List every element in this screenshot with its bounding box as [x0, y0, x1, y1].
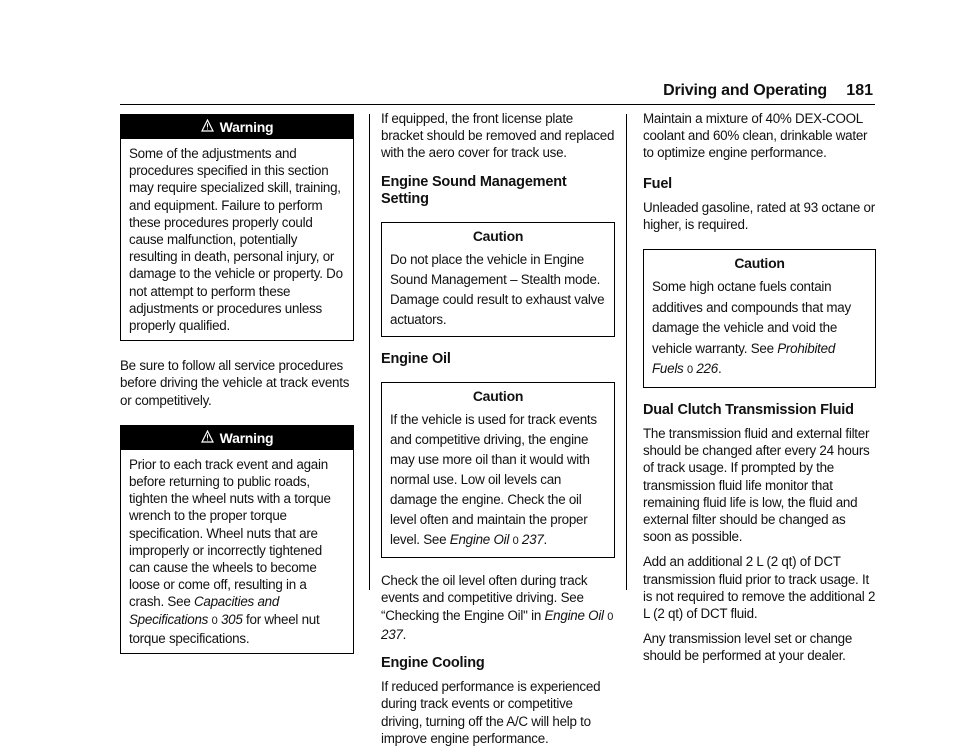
caution-box: [381, 222, 615, 337]
paragraph: [381, 572, 615, 643]
warning-text: Some of the adjustments and procedures specified in this section may require specialized skill, training, and equipment. Failure to perform these procedures properly could cause malfunction, potentially resulting in death, personal injury, or damage to the vehicle or property. Do not attempt to perform these adjustments or procedures unless properly qualified.: [129, 146, 343, 334]
caution-box: [381, 382, 615, 558]
cross-reference-link[interactable]: Engine Oil: [449, 532, 510, 548]
warning-box: [120, 425, 354, 654]
caution-title: Caution: [472, 388, 524, 405]
page-number: 181: [846, 82, 873, 99]
header-rule: [120, 104, 875, 105]
caution-box: [643, 249, 876, 388]
paragraph: The transmission fluid and external filter should be changed after every 24 hours of track usage. If prompted by the transmission fluid life monitor that remaining fluid life is low, the fluid and external filter should be changed as soon as possible.: [643, 425, 870, 545]
text: .: [717, 361, 722, 377]
warning-title: Warning: [219, 429, 274, 446]
page-reference[interactable]: 305: [220, 611, 243, 627]
page-arrow-icon: 0: [211, 614, 218, 627]
paragraph: Unleaded gasoline, rated at 93 octane or higher, is required.: [643, 199, 875, 233]
text: Check the oil level often during track events and competitive driving. See “Checking the Engine Oil" in: [381, 573, 588, 623]
caution-title: Caution: [734, 255, 785, 272]
section-heading: Dual Clutch Transmission Fluid: [643, 401, 854, 418]
text: Prior to each track event and again before returning to public roads, tighten the wheel nuts with a torque wrench to the proper torque specification. Wheel nuts that are improperly or incorrectly tightened can cause the wheels to become loose or come off, resulting in a crash. See: [129, 456, 331, 610]
column-2: [381, 110, 615, 755]
section-heading: Engine Oil: [381, 351, 451, 368]
text: If the vehicle is used for track events and competitive driving, the engine may use more oil than it would with normal use. Low oil levels can damage the engine. Check the oil level often and maintain the proper level. See: [390, 412, 597, 548]
paragraph: Be sure to follow all service procedures before driving the vehicle at track events or competitively.: [120, 358, 350, 408]
paragraph: If reduced performance is experienced during track events or competitive driving, turning off the A/C will help to improve engine performance.: [381, 679, 601, 746]
caution-text: [382, 408, 614, 557]
warning-box: [120, 114, 354, 341]
section-heading: Engine Cooling: [381, 655, 485, 672]
paragraph: Add an additional 2 L (2 qt) of DCT transmission fluid prior to track usage. It is not required to remove the additional 2 L (2 qt) of DCT fluid.: [643, 554, 876, 621]
column-divider: [626, 114, 627, 590]
caution-text: Do not place the vehicle in Engine Sound Management – Stealth mode. Damage could result to exhaust valve actuators.: [390, 252, 605, 328]
text: .: [543, 532, 547, 548]
cross-reference-link[interactable]: Capacities and Specifications: [129, 594, 280, 627]
page-arrow-icon: 0: [512, 535, 519, 548]
page-reference[interactable]: 226: [696, 361, 718, 377]
column-divider: [369, 114, 370, 590]
caution-title: Caution: [472, 228, 524, 245]
text: .: [402, 626, 407, 642]
page-reference[interactable]: 237: [381, 626, 403, 642]
column-3: [643, 110, 876, 673]
section-title: Driving and Operating: [663, 82, 827, 99]
warning-title: Warning: [219, 119, 274, 135]
caution-text: [644, 275, 875, 387]
warning-header: [121, 426, 353, 450]
warning-icon: [201, 116, 214, 140]
paragraph: Any transmission level set or change should be performed at your dealer.: [643, 631, 853, 664]
warning-icon: [201, 427, 214, 451]
warning-header: [121, 115, 353, 139]
warning-text: [121, 450, 353, 653]
page-arrow-icon: 0: [686, 364, 693, 377]
paragraph: If equipped, the front license plate bracket should be removed and replaced with the aero cover for track use.: [381, 111, 615, 161]
section-heading: Fuel: [643, 175, 673, 192]
column-1: [120, 114, 354, 664]
page-reference[interactable]: 237: [521, 532, 544, 548]
page-arrow-icon: 0: [607, 610, 614, 623]
section-heading: Engine Sound Management Setting: [381, 173, 567, 207]
page-header: [0, 80, 960, 104]
cross-reference-link[interactable]: Engine Oil: [544, 607, 604, 623]
text: Some high octane fuels contain additives and compounds that may damage the vehicle and void the vehicle warranty. See: [652, 279, 851, 356]
paragraph: Maintain a mixture of 40% DEX-COOL coolant and 60% clean, drinkable water to optimize engine performance.: [643, 111, 868, 161]
cross-reference-link[interactable]: Prohibited Fuels: [652, 340, 836, 377]
text: for wheel nut torque specifications.: [129, 611, 320, 646]
